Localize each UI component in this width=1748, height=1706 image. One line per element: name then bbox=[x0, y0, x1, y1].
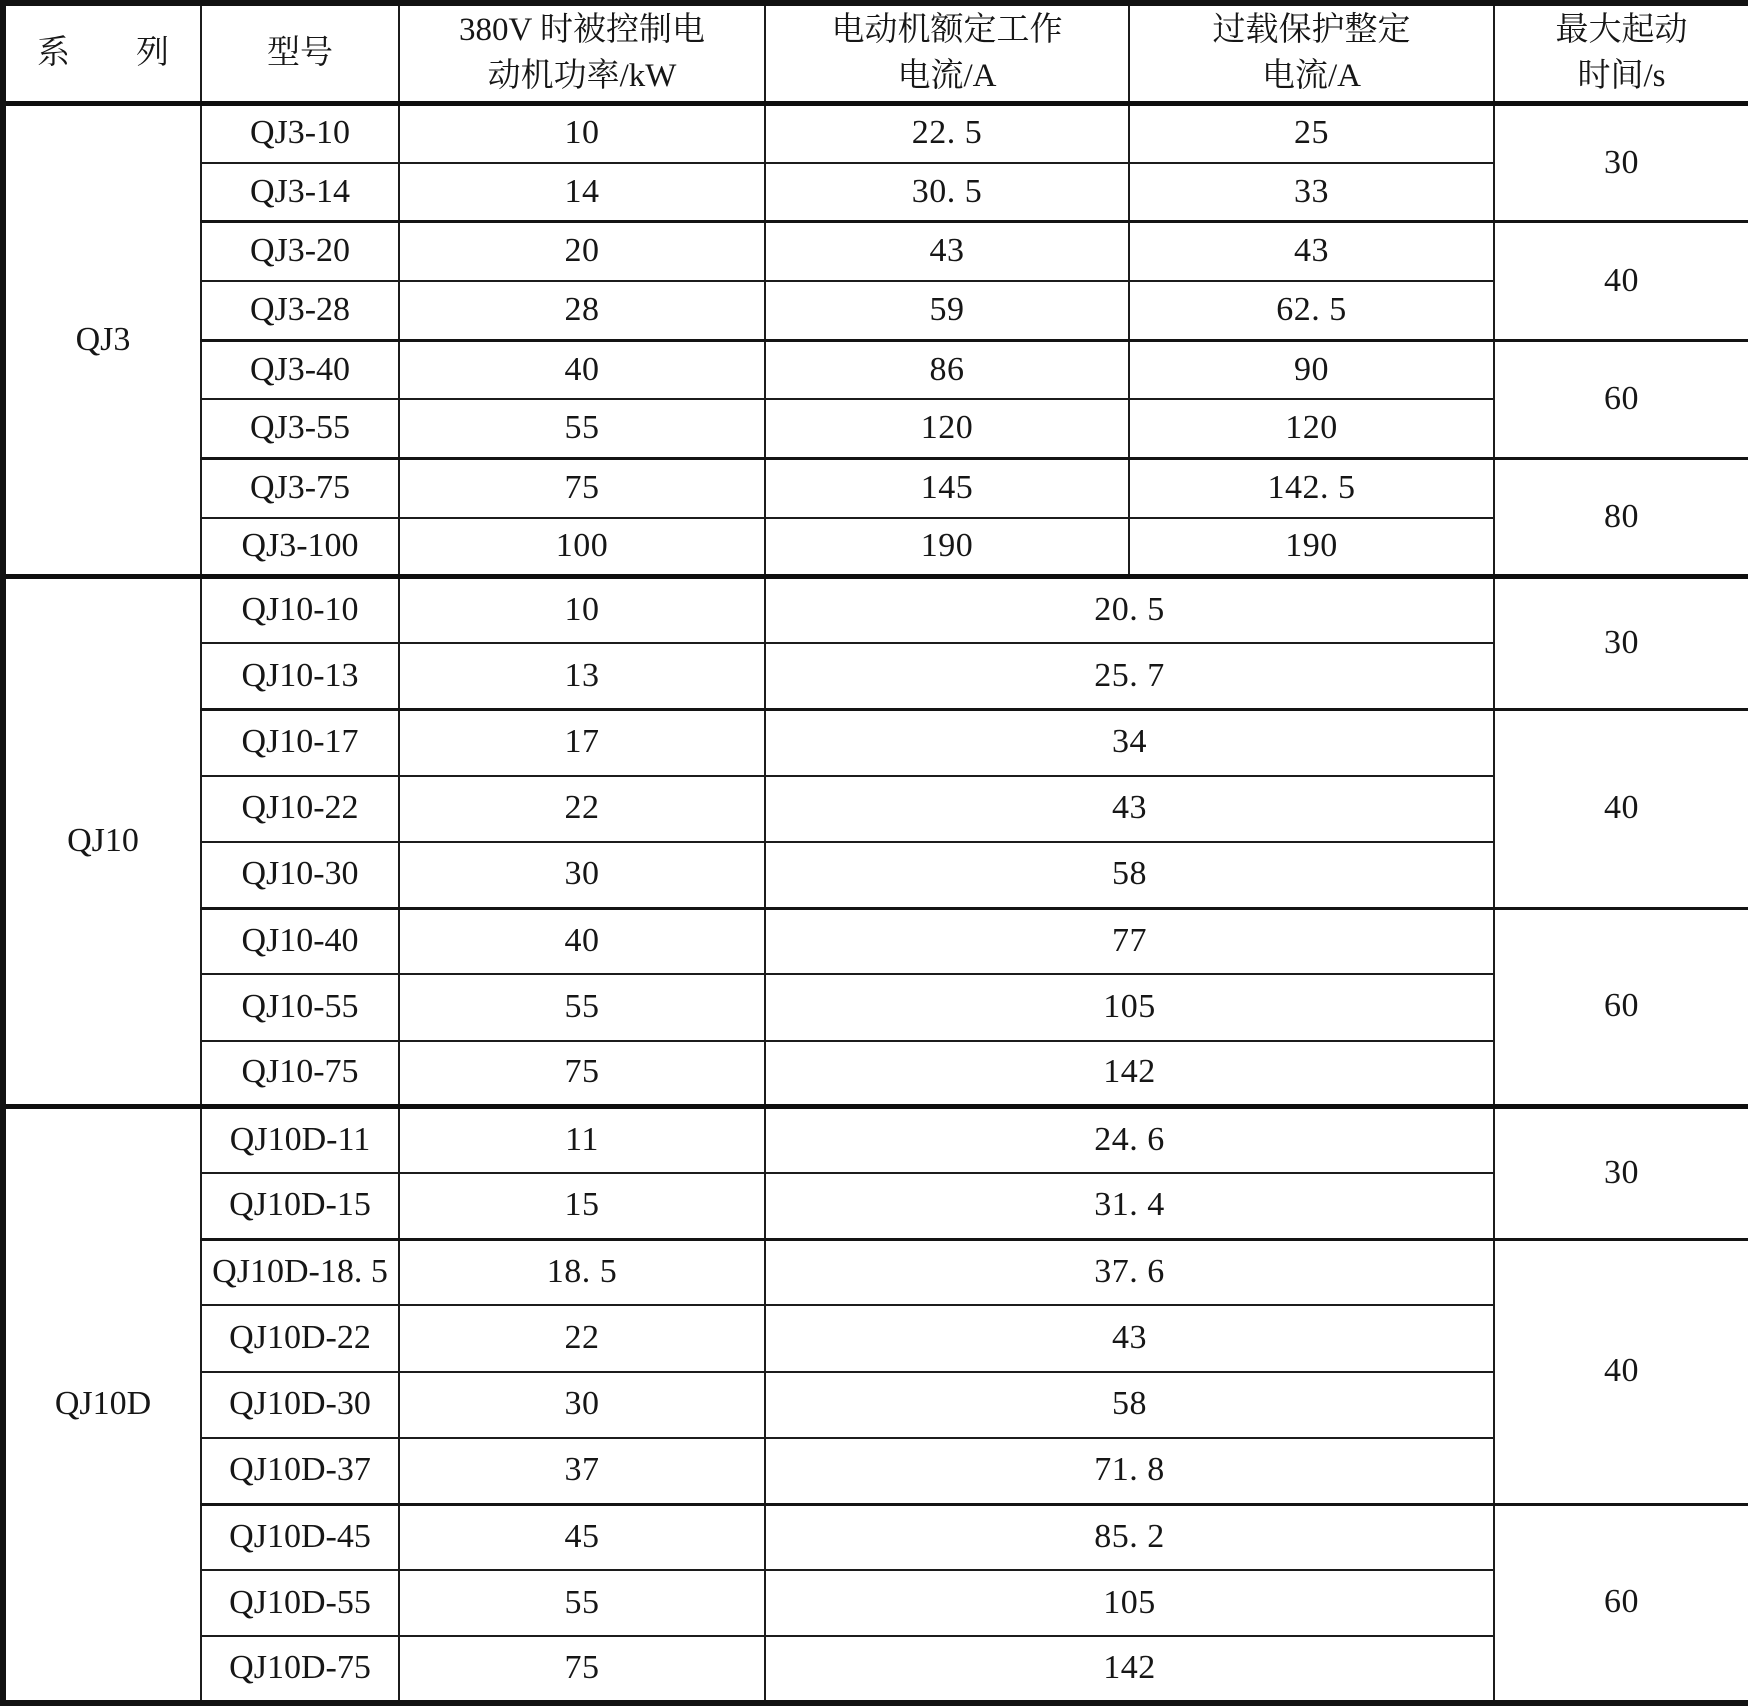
table-row bbox=[3, 222, 1748, 281]
model-cell: QJ3-75 bbox=[201, 459, 399, 518]
model-cell: QJ10-55 bbox=[201, 974, 399, 1040]
rated-current-cell: 86 bbox=[765, 340, 1129, 399]
model-cell: QJ3-28 bbox=[201, 281, 399, 340]
start-time-cell: 60 bbox=[1494, 908, 1748, 1107]
header-setting-current bbox=[1129, 3, 1494, 103]
rated-current-cell: 190 bbox=[765, 518, 1129, 577]
series-cell: QJ3 bbox=[3, 103, 201, 577]
current-cell: 20. 5 bbox=[765, 577, 1494, 643]
current-cell: 34 bbox=[765, 709, 1494, 775]
rated-current-cell: 59 bbox=[765, 281, 1129, 340]
model-cell: QJ10D-45 bbox=[201, 1504, 399, 1570]
current-cell: 25. 7 bbox=[765, 643, 1494, 709]
rated-current-cell: 30. 5 bbox=[765, 163, 1129, 222]
start-time-cell: 30 bbox=[1494, 1107, 1748, 1239]
setting-current-cell: 43 bbox=[1129, 222, 1494, 281]
setting-current-cell: 90 bbox=[1129, 340, 1494, 399]
model-cell: QJ10D-15 bbox=[201, 1173, 399, 1239]
table-row bbox=[3, 518, 1748, 577]
table-row bbox=[3, 340, 1748, 399]
power-cell: 75 bbox=[399, 1041, 765, 1107]
table-row bbox=[3, 577, 1748, 643]
table-row bbox=[3, 163, 1748, 222]
header-setting-current-line1: 过载保护整定 bbox=[1212, 12, 1411, 49]
table-row bbox=[3, 281, 1748, 340]
start-time-cell: 40 bbox=[1494, 222, 1748, 340]
header-rated-current-line2: 电流/A bbox=[897, 58, 997, 95]
start-time-cell: 60 bbox=[1494, 340, 1748, 458]
power-cell: 55 bbox=[399, 1570, 765, 1636]
power-cell: 22 bbox=[399, 1305, 765, 1371]
model-cell: QJ3-20 bbox=[201, 222, 399, 281]
model-cell: QJ10D-11 bbox=[201, 1107, 399, 1173]
current-cell: 43 bbox=[765, 776, 1494, 842]
model-cell: QJ10D-22 bbox=[201, 1305, 399, 1371]
power-cell: 11 bbox=[399, 1107, 765, 1173]
model-cell: QJ10D-75 bbox=[201, 1636, 399, 1703]
rated-current-cell: 145 bbox=[765, 459, 1129, 518]
setting-current-cell: 142. 5 bbox=[1129, 459, 1494, 518]
rated-current-cell: 120 bbox=[765, 399, 1129, 458]
power-cell: 28 bbox=[399, 281, 765, 340]
current-cell: 77 bbox=[765, 908, 1494, 974]
power-cell: 10 bbox=[399, 577, 765, 643]
model-cell: QJ10-10 bbox=[201, 577, 399, 643]
header-power-line2: 动机功率/kW bbox=[487, 58, 677, 95]
power-cell: 17 bbox=[399, 709, 765, 775]
model-cell: QJ3-55 bbox=[201, 399, 399, 458]
model-cell: QJ10-22 bbox=[201, 776, 399, 842]
table-row bbox=[3, 709, 1748, 775]
current-cell: 105 bbox=[765, 974, 1494, 1040]
table-row bbox=[3, 1504, 1748, 1570]
table-row bbox=[3, 1636, 1748, 1703]
power-cell: 75 bbox=[399, 1636, 765, 1703]
current-cell: 142 bbox=[765, 1041, 1494, 1107]
table-row bbox=[3, 1239, 1748, 1305]
header-max-start-time-line2: 时间/s bbox=[1577, 58, 1666, 95]
current-cell: 58 bbox=[765, 1372, 1494, 1438]
rated-current-cell: 22. 5 bbox=[765, 103, 1129, 162]
current-cell: 105 bbox=[765, 1570, 1494, 1636]
power-cell: 13 bbox=[399, 643, 765, 709]
model-cell: QJ10D-37 bbox=[201, 1438, 399, 1504]
setting-current-cell: 62. 5 bbox=[1129, 281, 1494, 340]
setting-current-cell: 190 bbox=[1129, 518, 1494, 577]
start-time-cell: 60 bbox=[1494, 1504, 1748, 1703]
table-row bbox=[3, 1041, 1748, 1107]
header-power-line1: 380V 时被控制电 bbox=[459, 12, 705, 49]
start-time-cell: 40 bbox=[1494, 709, 1748, 908]
rated-current-cell: 43 bbox=[765, 222, 1129, 281]
table-row bbox=[3, 459, 1748, 518]
table-row bbox=[3, 842, 1748, 908]
power-cell: 55 bbox=[399, 399, 765, 458]
table-row bbox=[3, 1570, 1748, 1636]
model-cell: QJ10-13 bbox=[201, 643, 399, 709]
power-cell: 20 bbox=[399, 222, 765, 281]
power-cell: 15 bbox=[399, 1173, 765, 1239]
current-cell: 31. 4 bbox=[765, 1173, 1494, 1239]
model-cell: QJ3-40 bbox=[201, 340, 399, 399]
header-max-start-time bbox=[1494, 3, 1748, 103]
table-row bbox=[3, 399, 1748, 458]
power-cell: 40 bbox=[399, 908, 765, 974]
setting-current-cell: 25 bbox=[1129, 103, 1494, 162]
series-cell: QJ10 bbox=[3, 577, 201, 1107]
table-row bbox=[3, 643, 1748, 709]
power-cell: 40 bbox=[399, 340, 765, 399]
model-cell: QJ10-40 bbox=[201, 908, 399, 974]
header-power bbox=[399, 3, 765, 103]
header-model: 型号 bbox=[201, 3, 399, 103]
header-row bbox=[3, 3, 1748, 103]
table-row bbox=[3, 1372, 1748, 1438]
model-cell: QJ10-17 bbox=[201, 709, 399, 775]
table-row bbox=[3, 103, 1748, 162]
current-cell: 71. 8 bbox=[765, 1438, 1494, 1504]
start-time-cell: 30 bbox=[1494, 577, 1748, 709]
table-row bbox=[3, 908, 1748, 974]
current-cell: 43 bbox=[765, 1305, 1494, 1371]
header-setting-current-line2: 电流/A bbox=[1262, 58, 1361, 95]
header-rated-current bbox=[765, 3, 1129, 103]
power-cell: 10 bbox=[399, 103, 765, 162]
current-cell: 58 bbox=[765, 842, 1494, 908]
current-cell: 37. 6 bbox=[765, 1239, 1494, 1305]
table-row bbox=[3, 1438, 1748, 1504]
start-time-cell: 40 bbox=[1494, 1239, 1748, 1504]
setting-current-cell: 33 bbox=[1129, 163, 1494, 222]
power-cell: 75 bbox=[399, 459, 765, 518]
header-rated-current-line1: 电动机额定工作 bbox=[831, 12, 1063, 49]
power-cell: 30 bbox=[399, 842, 765, 908]
power-cell: 22 bbox=[399, 776, 765, 842]
table-row bbox=[3, 1173, 1748, 1239]
table-row bbox=[3, 974, 1748, 1040]
power-cell: 30 bbox=[399, 1372, 765, 1438]
header-max-start-time-line1: 最大起动 bbox=[1555, 12, 1688, 49]
model-cell: QJ3-10 bbox=[201, 103, 399, 162]
power-cell: 18. 5 bbox=[399, 1239, 765, 1305]
power-cell: 100 bbox=[399, 518, 765, 577]
power-cell: 37 bbox=[399, 1438, 765, 1504]
series-cell: QJ10D bbox=[3, 1107, 201, 1703]
table-row bbox=[3, 1305, 1748, 1371]
setting-current-cell: 120 bbox=[1129, 399, 1494, 458]
start-time-cell: 30 bbox=[1494, 103, 1748, 221]
model-cell: QJ10D-18. 5 bbox=[201, 1239, 399, 1305]
header-series: 系 列 bbox=[3, 3, 201, 103]
power-cell: 45 bbox=[399, 1504, 765, 1570]
current-cell: 85. 2 bbox=[765, 1504, 1494, 1570]
model-cell: QJ10D-55 bbox=[201, 1570, 399, 1636]
model-cell: QJ10D-30 bbox=[201, 1372, 399, 1438]
model-cell: QJ3-14 bbox=[201, 163, 399, 222]
model-cell: QJ10-30 bbox=[201, 842, 399, 908]
table-row bbox=[3, 776, 1748, 842]
table-row bbox=[3, 1107, 1748, 1173]
power-cell: 14 bbox=[399, 163, 765, 222]
start-time-cell: 80 bbox=[1494, 459, 1748, 577]
power-cell: 55 bbox=[399, 974, 765, 1040]
model-cell: QJ3-100 bbox=[201, 518, 399, 577]
current-cell: 24. 6 bbox=[765, 1107, 1494, 1173]
current-cell: 142 bbox=[765, 1636, 1494, 1703]
model-cell: QJ10-75 bbox=[201, 1041, 399, 1107]
